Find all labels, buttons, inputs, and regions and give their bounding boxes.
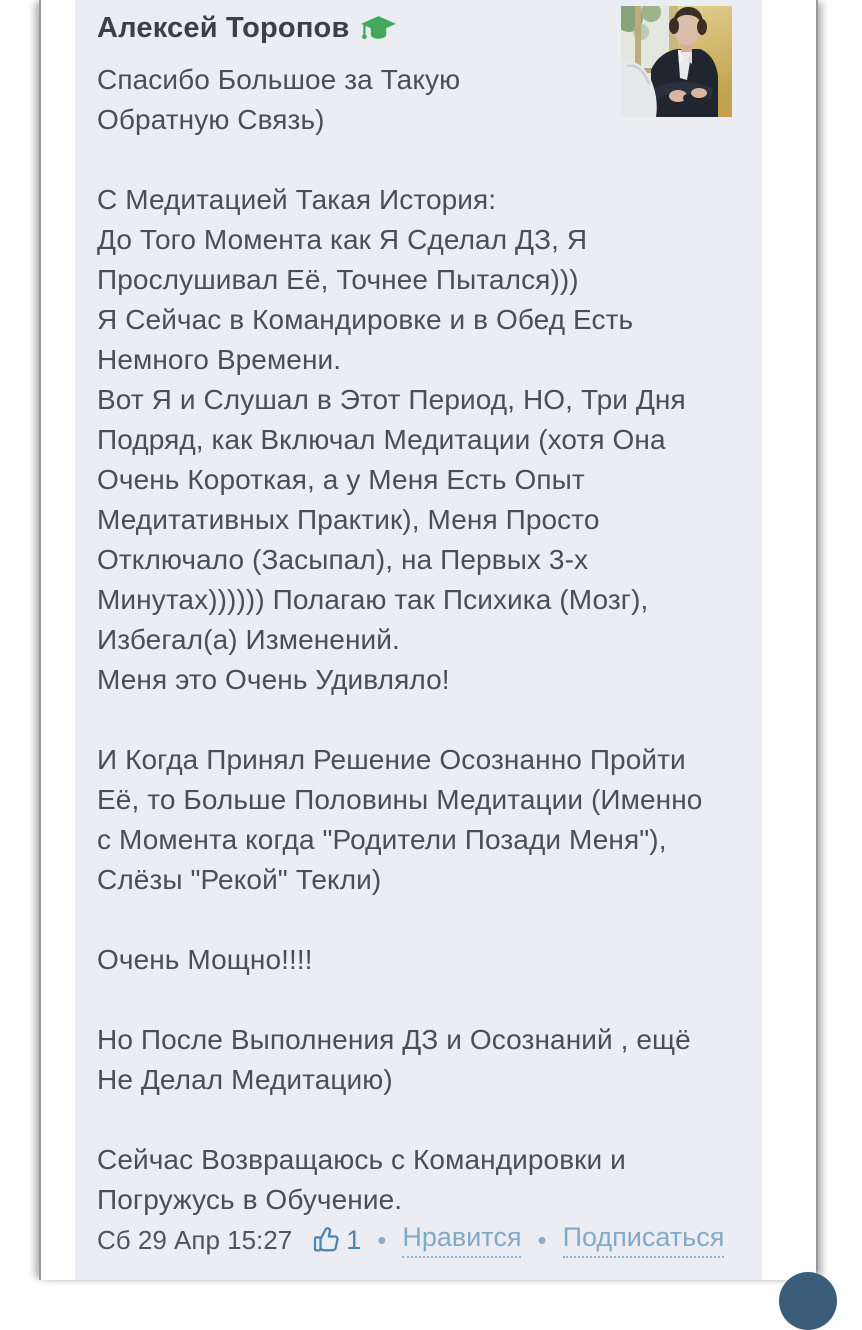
message-line: Я Сейчас в Командировке и в Обед Есть	[97, 304, 634, 335]
message-line: Не Делал Медитацию)	[97, 1064, 393, 1095]
comment-footer	[97, 1218, 724, 1262]
message-line	[97, 140, 752, 180]
message-line: Обратную Связь)	[97, 104, 325, 135]
message-line: Но После Выполнения ДЗ и Осознаний , ещё	[97, 1024, 691, 1055]
comment-card	[75, 0, 762, 1280]
message-line	[97, 900, 752, 940]
message-line: Погружусь в Обучение.	[97, 1184, 403, 1215]
separator-dot: •	[377, 1224, 387, 1255]
message-line: Немного Времени.	[97, 344, 342, 375]
thumbs-up-icon	[312, 1225, 342, 1255]
message-line	[97, 700, 752, 740]
message-line: Очень Мощно!!!!	[97, 944, 313, 975]
graduation-cap-icon	[360, 15, 397, 43]
message-line: Спасибо Большое за Такую	[97, 64, 461, 95]
message-line: До Того Момента как Я Сделал ДЗ, Я	[97, 224, 588, 255]
separator-dot: •	[537, 1224, 547, 1255]
author-name[interactable]: Алексей Торопов	[97, 12, 350, 44]
like-link[interactable]: Нравится	[402, 1222, 521, 1258]
like-button[interactable]	[312, 1225, 361, 1256]
message-line: Минутах)))))) Полагаю так Психика (Мозг),	[97, 584, 649, 615]
subscribe-link[interactable]: Подписаться	[563, 1222, 725, 1258]
message-line: Слёзы "Рекой" Текли)	[97, 864, 382, 895]
message-line: Вот Я и Слушал в Этот Период, НО, Три Дня	[97, 384, 686, 415]
message-line: Очень Короткая, а у Меня Есть Опыт	[97, 464, 585, 495]
message-line: И Когда Принял Решение Осознанно Пройти	[97, 744, 686, 775]
message-line	[97, 1100, 752, 1140]
comment-header	[97, 12, 397, 45]
content-page	[39, 0, 818, 1280]
message-line: Медитативных Практик), Меня Просто	[97, 504, 600, 535]
message-line: Подряд, как Включал Медитации (хотя Она	[97, 424, 666, 455]
message-line: Её, то Больше Половины Медитации (Именно	[97, 784, 703, 815]
message-line: Меня это Очень Удивляло!	[97, 664, 450, 695]
comment-message	[97, 60, 752, 1220]
message-line: Прослушивал Её, Точнее Пытался)))	[97, 264, 579, 295]
message-line: с Момента когда "Родители Позади Меня"),	[97, 824, 667, 855]
message-line: Отключало (Засыпал), на Первых 3-х	[97, 544, 589, 575]
message-line: Избегал(а) Изменений.	[97, 624, 400, 655]
floating-action-button[interactable]	[779, 1272, 837, 1330]
like-count: 1	[346, 1224, 362, 1255]
timestamp: Сб 29 Апр 15:27	[97, 1224, 293, 1255]
message-line: С Медитацией Такая История:	[97, 184, 497, 215]
message-line: Сейчас Возвращаюсь с Командировки и	[97, 1144, 626, 1175]
message-line	[97, 980, 752, 1020]
